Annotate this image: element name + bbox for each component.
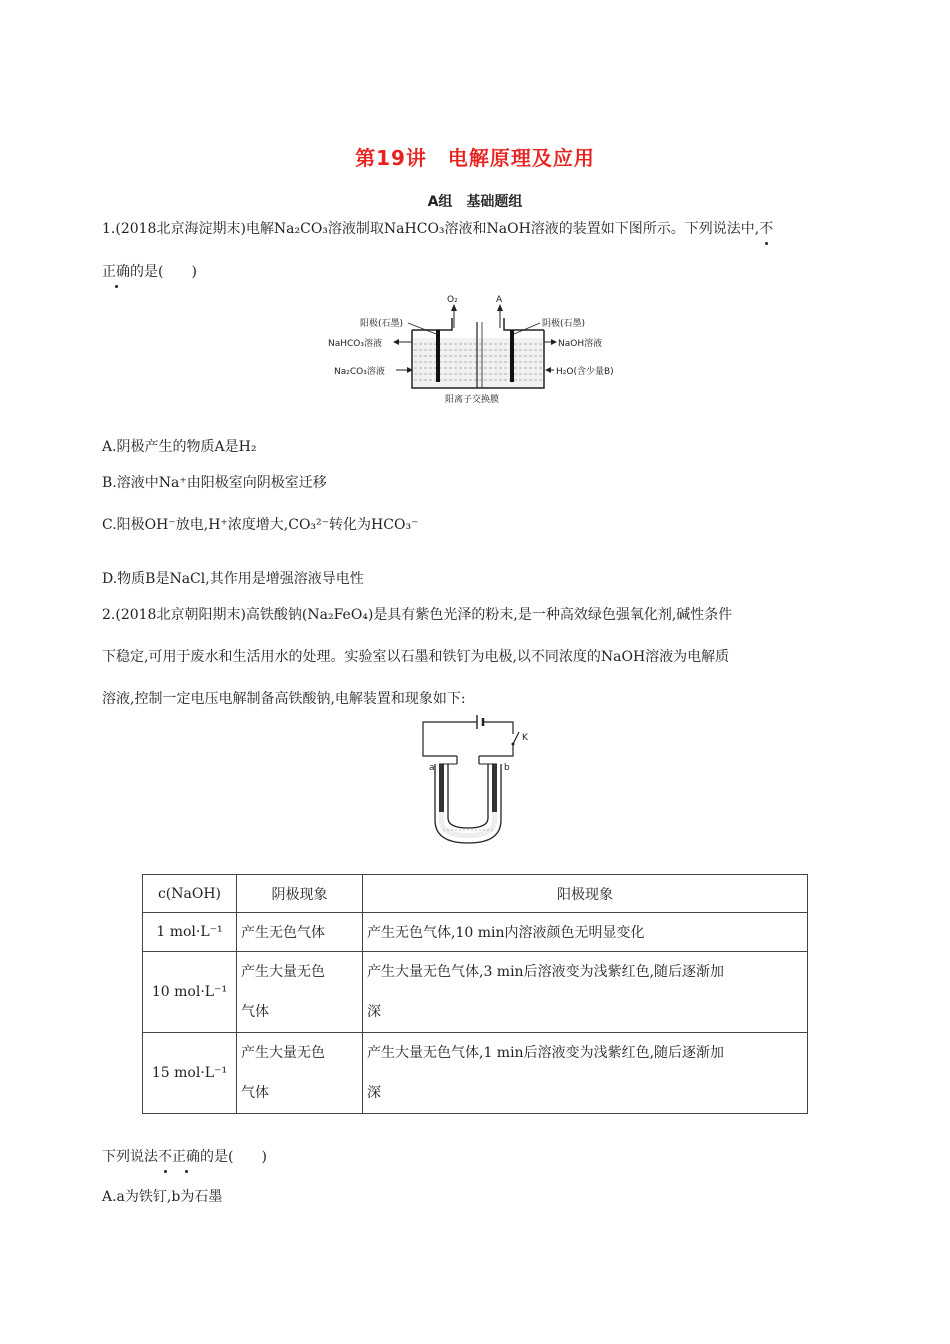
q1-label-anode: 阳极(石墨)	[360, 319, 404, 329]
q2-prompt-pre: 下列说法	[102, 1149, 158, 1165]
q1-cathode-rod	[510, 330, 514, 382]
table-cell-anode	[363, 952, 808, 1033]
table-cell-anode	[363, 1033, 808, 1114]
q2-label-b: b	[504, 763, 510, 773]
section-heading: A组 基础题组	[427, 194, 523, 210]
cell-line: 深	[367, 1004, 381, 1020]
q2-prompt	[102, 1146, 267, 1166]
q1-option-a: A.阴极产生的物质A是H₂	[102, 439, 257, 455]
q2-circuit-wire	[423, 722, 513, 756]
q1-stem-rest: 的是( )	[130, 264, 197, 280]
q1-label-cathode: 阴极(石墨)	[542, 319, 586, 329]
table-cell-conc: 1 mol·L⁻¹	[143, 913, 237, 952]
cell-line: 产生大量无色气体,3 min后溶液变为浅紫红色,随后逐渐加	[367, 964, 725, 980]
cell-line: 气体	[241, 1085, 269, 1101]
q1-stem-line1	[102, 218, 773, 238]
cell-line: 产生大量无色气体,1 min后溶液变为浅紫红色,随后逐渐加	[367, 1045, 725, 1061]
table-header: 阳极现象	[363, 875, 808, 913]
table-header-row	[143, 875, 808, 913]
q1-option-c: C.阳极OH⁻放电,H⁺浓度增大,CO₃²⁻转化为HCO₃⁻	[102, 517, 419, 533]
table-cell-conc: 10 mol·L⁻¹	[143, 952, 237, 1033]
q2-emphasis-not: 不	[158, 1146, 172, 1166]
table-row	[143, 952, 808, 1033]
q1-label-membrane: 阳离子交换膜	[445, 395, 500, 405]
q2-electrode-a	[439, 764, 444, 812]
q1-anode-rod	[436, 330, 440, 382]
cell-line: 产生大量无色	[241, 964, 325, 980]
q2-label-a: a	[429, 763, 435, 773]
q1-label-naoh: NaOH溶液	[558, 339, 603, 349]
q2-stem-line3: 溶液,控制一定电压电解制备高铁酸钠,电解装置和现象如下:	[102, 691, 466, 707]
table-header: 阴极现象	[237, 875, 363, 913]
q1-option-b: B.溶液中Na⁺由阳极室向阴极室迁移	[102, 475, 327, 491]
q2-prompt-post: 的是( )	[200, 1149, 267, 1165]
table-header: c(NaOH)	[143, 875, 237, 913]
table-cell-cathode	[237, 952, 363, 1033]
q1-emphasis-correct: 正确	[102, 261, 130, 281]
table-row	[143, 913, 808, 952]
table-cell-cathode: 产生无色气体	[237, 913, 363, 952]
q1-emphasis-not: 不	[759, 218, 773, 238]
q1-label-na2co3: Na₂CO₃溶液	[334, 367, 385, 377]
page-title: 第19讲 电解原理及应用	[355, 146, 595, 170]
q1-electrolysis-diagram	[320, 290, 640, 406]
q1-solution-fill	[412, 338, 544, 388]
table-cell-conc: 15 mol·L⁻¹	[143, 1033, 237, 1114]
q2-stem-line1: 2.(2018北京朝阳期末)高铁酸钠(Na₂FeO₄)是具有紫色光泽的粉末,是一种高效绿色强氧化剂,碱性条件	[102, 607, 733, 623]
q1-label-nahco3: NaHCO₃溶液	[328, 339, 382, 349]
q2-label-k: K	[522, 733, 528, 743]
q1-label-o2: O₂	[447, 295, 458, 305]
cell-line: 产生大量无色	[241, 1045, 325, 1061]
q1-stem-text: 1.(2018北京海淀期末)电解Na₂CO₃溶液制取NaHCO₃溶液和NaOH溶液的装置如下图所示。下列说法中,	[102, 221, 760, 237]
q2-utube-diagram	[405, 712, 535, 850]
q2-switch	[513, 732, 519, 744]
q1-option-d: D.物质B是NaCl,其作用是增强溶液导电性	[102, 571, 364, 587]
q2-electrode-b	[492, 764, 497, 812]
table-row	[143, 1033, 808, 1114]
q2-emphasis-correct: 正确	[172, 1146, 200, 1166]
q1-label-a: A	[496, 295, 503, 305]
cell-line: 气体	[241, 1004, 269, 1020]
q1-label-h2o: H₂O(含少量B)	[556, 367, 614, 377]
q2-option-a: A.a为铁钉,b为石墨	[102, 1189, 223, 1205]
cell-line: 深	[367, 1085, 381, 1101]
table-cell-cathode	[237, 1033, 363, 1114]
table-cell-anode: 产生无色气体,10 min内溶液颜色无明显变化	[363, 913, 808, 952]
q1-stem-line2	[102, 261, 197, 281]
q2-stem-line2: 下稳定,可用于废水和生活用水的处理。实验室以石墨和铁钉为电极,以不同浓度的NaOH溶液为电解质	[102, 649, 730, 665]
q2-results-table	[142, 874, 808, 1114]
